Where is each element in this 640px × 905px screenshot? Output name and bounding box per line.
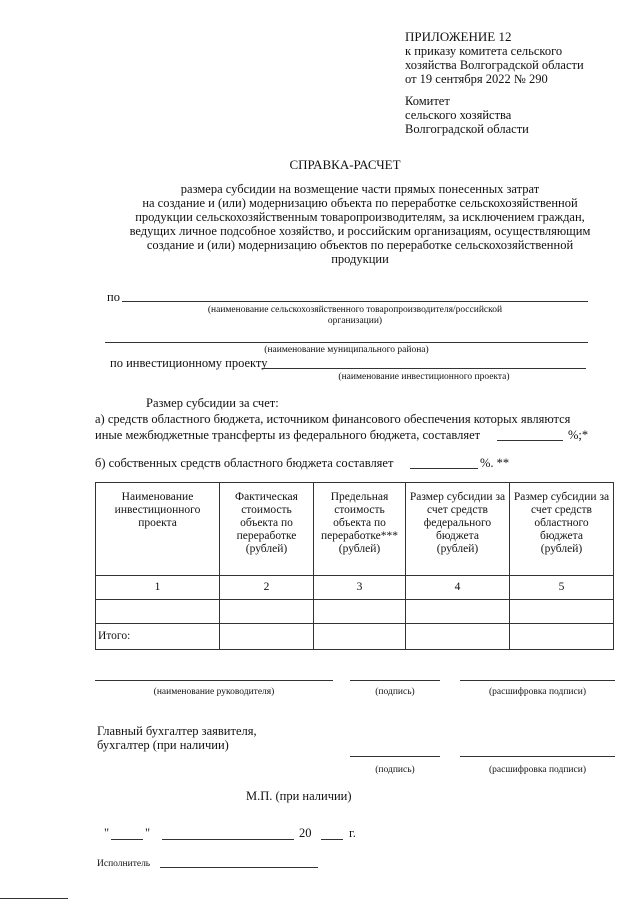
date-year-prefix: 20 — [299, 826, 312, 840]
addressee-block — [405, 94, 529, 136]
header-text: переработке*** — [320, 530, 399, 542]
header-text: областного — [534, 517, 589, 529]
table-number-row — [96, 576, 614, 600]
subsidy-b-percent-input[interactable] — [410, 468, 478, 469]
head-decode-caption: (расшифровка подписи) — [489, 687, 586, 697]
appendix-block — [405, 30, 584, 86]
header-text: объекта по — [240, 517, 293, 529]
header-text: инвестиционного — [114, 504, 201, 516]
organization-caption-line: организации) — [327, 316, 383, 326]
subsidy-a-line2 — [95, 428, 480, 442]
column-number: 3 — [314, 576, 406, 600]
head-name-caption: (наименование руководителя) — [153, 687, 275, 697]
column-number: 2 — [220, 576, 314, 600]
header-text: Фактическая — [235, 491, 298, 503]
accountant-sign-caption: (подпись) — [375, 765, 415, 775]
table-header-row — [96, 483, 614, 576]
table-header-cell — [314, 483, 406, 576]
column-number: 1 — [96, 576, 220, 600]
table-cell[interactable] — [406, 624, 510, 650]
addressee-line: Комитет — [405, 94, 450, 108]
header-text: счет средств — [531, 504, 592, 516]
executor-input-line[interactable] — [160, 867, 318, 868]
header-text: стоимость — [241, 504, 292, 516]
table-total-row — [96, 624, 614, 650]
total-label: Итого: — [96, 624, 220, 650]
district-caption: (наименование муниципального района) — [264, 345, 429, 355]
header-text: Предельная — [330, 491, 389, 503]
header-text: Размер субсидии за — [409, 491, 506, 503]
table-cell[interactable] — [406, 600, 510, 624]
header-text: Наименование — [121, 491, 194, 503]
table-cell[interactable] — [314, 624, 406, 650]
header-text: Размер субсидии за — [513, 491, 610, 503]
table-cell[interactable] — [510, 600, 614, 624]
header-text: стоимость — [334, 504, 385, 516]
organization-input-line[interactable] — [122, 301, 588, 302]
head-decode-line[interactable] — [460, 680, 615, 681]
column-number: 4 — [406, 576, 510, 600]
header-text: федерального — [423, 517, 492, 529]
accountant-decode-caption: (расшифровка подписи) — [489, 765, 586, 775]
header-text: проекта — [138, 517, 177, 529]
table-cell[interactable] — [220, 624, 314, 650]
date-quote-close: " — [145, 826, 151, 840]
table-header-cell — [510, 483, 614, 576]
header-text: бюджета — [540, 530, 583, 542]
accountant-decode-line[interactable] — [460, 756, 615, 757]
table-header-cell — [406, 483, 510, 576]
subsidy-b-suffix: %. ** — [480, 456, 510, 470]
header-text: (рублей) — [338, 543, 381, 555]
subtitle-line: на создание и (или) модернизацию объекта по переработке сельскохозяйственной — [142, 196, 578, 210]
project-input-line[interactable] — [262, 368, 586, 369]
header-text: (рублей) — [436, 543, 479, 555]
footnote-separator — [0, 898, 68, 899]
date-year-suffix: г. — [349, 826, 356, 840]
district-input-line[interactable] — [105, 342, 588, 343]
subsidy-b-text: б) собственных средств областного бюджета составляет — [95, 456, 394, 470]
appendix-committee-line: хозяйства Волгоградской области — [405, 58, 584, 72]
header-text: (рублей) — [540, 543, 583, 555]
document-title: СПРАВКА-РАСЧЕТ — [289, 157, 401, 172]
subsidy-a-suffix: %;* — [568, 428, 589, 442]
organization-caption — [120, 305, 590, 327]
appendix-number: ПРИЛОЖЕНИЕ 12 — [405, 29, 512, 44]
appendix-order-line: к приказу комитета сельского — [405, 44, 563, 58]
po-label: по — [107, 290, 120, 304]
table-header-cell — [96, 483, 220, 576]
subsidy-a-line1: а) средств областного бюджета, источником финансового обеспечения которых являются — [95, 412, 571, 426]
subsidy-table — [95, 482, 614, 650]
subtitle-line: продукции — [331, 252, 389, 266]
organization-caption-line: (наименование сельскохозяйственного товаропроизводителя/российской — [207, 305, 503, 315]
head-signature-line[interactable] — [350, 680, 440, 681]
accountant-label-1: Главный бухгалтер заявителя, — [97, 724, 257, 738]
appendix-date-line: от 19 сентября 2022 № 290 — [405, 72, 548, 86]
accountant-label-2: бухгалтер (при наличии) — [97, 738, 229, 752]
table-header-cell — [220, 483, 314, 576]
document-subtitle — [60, 182, 640, 266]
subsidy-a-percent-input[interactable] — [497, 440, 563, 441]
subtitle-line: ведущих личное подсобное хозяйство, и российским организациям, осуществляющим — [129, 224, 591, 238]
date-month-input[interactable] — [162, 839, 294, 840]
table-cell[interactable] — [314, 600, 406, 624]
addressee-line: сельского хозяйства — [405, 108, 512, 122]
accountant-signature-line[interactable] — [350, 756, 440, 757]
header-text: переработке — [236, 530, 297, 542]
addressee-line: Волгоградской области — [405, 122, 529, 136]
subtitle-line: создание и (или) модернизацию объектов по переработке сельскохозяйственной — [146, 238, 574, 252]
project-caption: (наименование инвестиционного проекта) — [338, 372, 510, 382]
date-day-input[interactable] — [111, 839, 143, 840]
executor-label: Исполнитель — [97, 859, 151, 869]
subtitle-line: продукции сельскохозяйственным товаропроизводителям, за исключением граждан, — [135, 210, 585, 224]
table-row — [96, 600, 614, 624]
head-sign-caption: (подпись) — [375, 687, 415, 697]
subsidy-a-text: иные межбюджетные трансферты из федерального бюджета, составляет — [95, 428, 481, 442]
stamp-label: М.П. (при наличии) — [246, 789, 352, 803]
head-name-line[interactable] — [95, 680, 333, 681]
date-year-input[interactable] — [321, 839, 343, 840]
table-cell[interactable] — [96, 600, 220, 624]
header-text: объекта по — [333, 517, 386, 529]
subsidy-heading: Размер субсидии за счет: — [146, 396, 279, 410]
header-text: (рублей) — [245, 543, 288, 555]
column-number: 5 — [510, 576, 614, 600]
subtitle-line: размера субсидии на возмещение части прямых понесенных затрат — [180, 182, 540, 196]
date-quote-open: " — [104, 826, 110, 840]
table-cell[interactable] — [220, 600, 314, 624]
table-cell[interactable] — [510, 624, 614, 650]
project-label: по инвестиционному проекту — [110, 356, 268, 370]
header-text: бюджета — [436, 530, 479, 542]
header-text: счет средств — [427, 504, 488, 516]
